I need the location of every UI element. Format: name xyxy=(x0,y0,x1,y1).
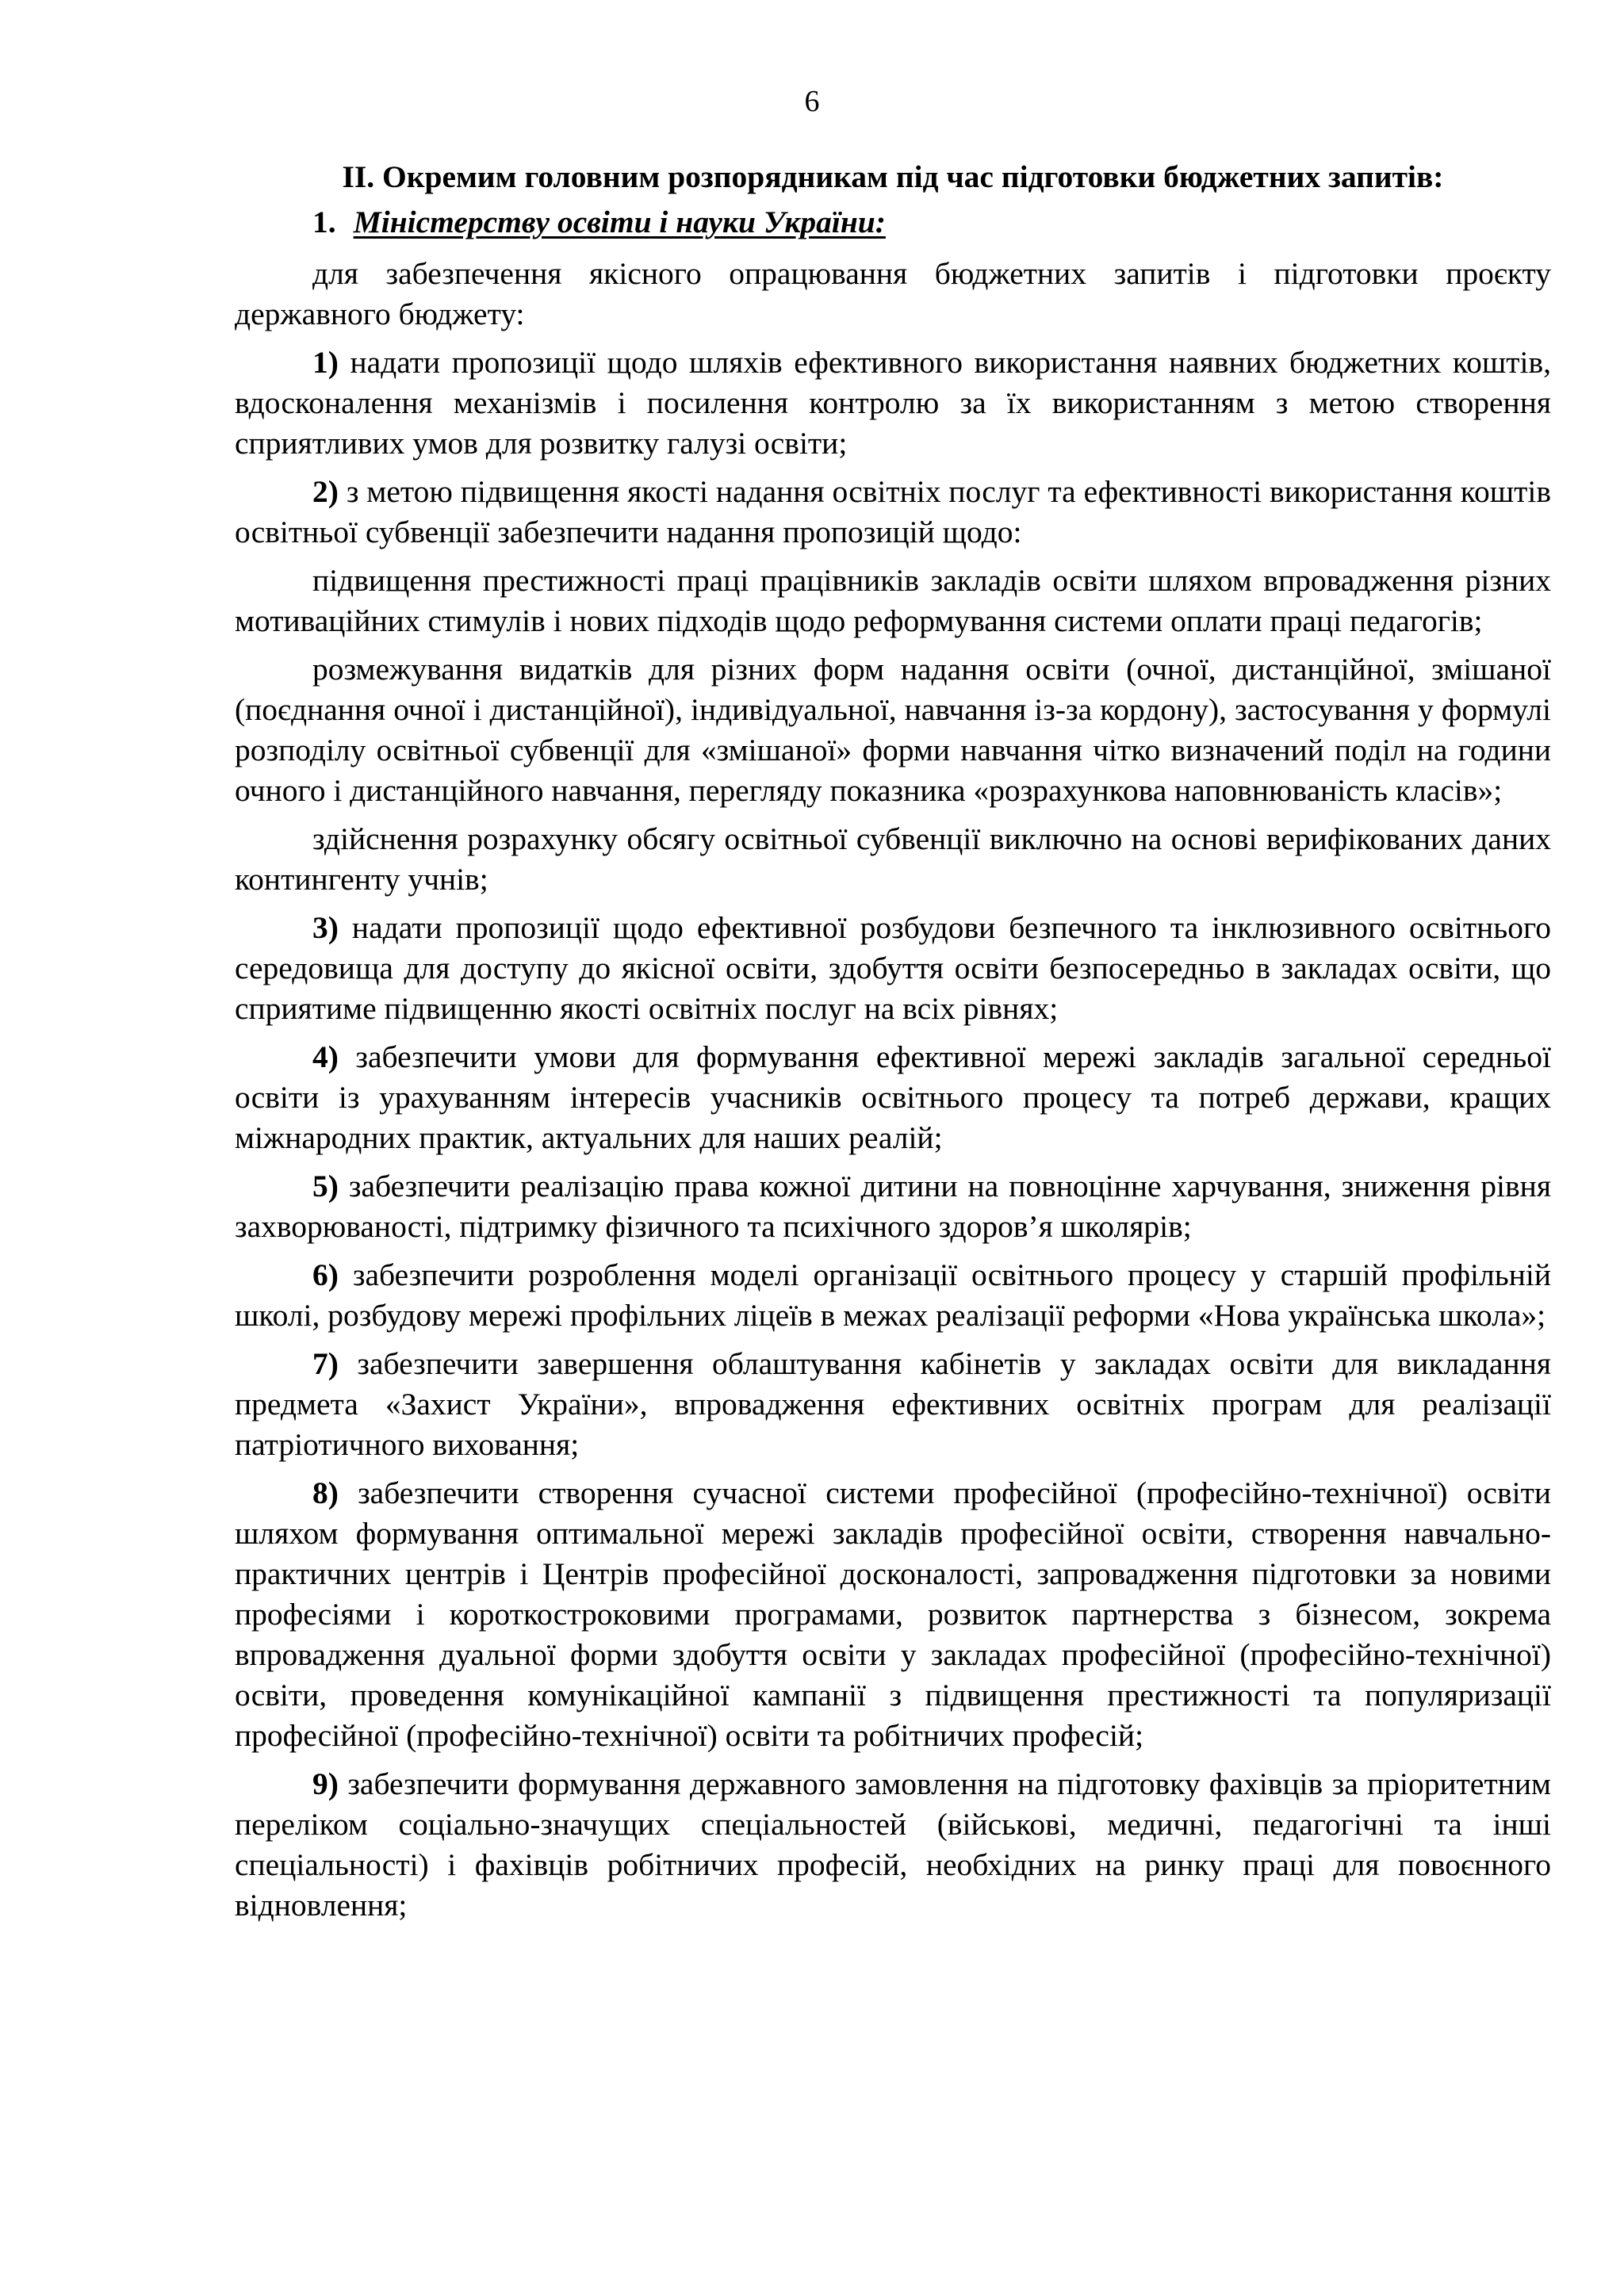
item-number: 7) xyxy=(312,1346,339,1381)
subheading-number: 1. xyxy=(312,205,336,239)
list-item xyxy=(235,1764,1551,1926)
list-item xyxy=(235,1344,1551,1465)
item-text: забезпечити умови для формування ефективної мережі закладів загальної середньої освіти із урахуванням інтересів учасників освітнього процесу та потреб держави, кращих міжнародних практик, актуальних для наших реалій; xyxy=(235,1039,1551,1155)
section-heading: ІІ. Окремим головним розпорядникам під час підготовки бюджетних запитів: xyxy=(342,159,1444,194)
item-text: здійснення розрахунку обсягу освітньої субвенції виключно на основі верифікованих даних контингенту учнів; xyxy=(235,821,1551,897)
intro-paragraph: для забезпечення якісного опрацювання бюджетних запитів і підготовки проєкту державного бюджету: xyxy=(235,256,1551,331)
list-item xyxy=(235,1166,1551,1247)
list-item xyxy=(235,472,1551,553)
item-text: забезпечити реалізацію права кожної дитини на повноцінне харчування, зниження рівня захворюваності, підтримку фізичного та психічного здоров’я школярів; xyxy=(235,1169,1551,1244)
item-text: надати пропозиції щодо ефективної розбудови безпечного та інклюзивного освітнього середовища для доступу до якісної освіти, здобуття освіти безпосередньо в закладах освіти, що сприятиме підвищенню якості освітніх послуг на всіх рівнях; xyxy=(235,910,1551,1026)
page-number: 6 xyxy=(804,85,820,118)
item-number: 1) xyxy=(312,345,339,380)
item-text: підвищення престижності праці працівників закладів освіти шляхом впровадження різних мотиваційних стимулів і нових підходів щодо реформування системи оплати праці педагогів; xyxy=(235,563,1551,638)
list-item xyxy=(235,1473,1551,1756)
ministry-subheading xyxy=(235,202,1551,243)
item-number: 4) xyxy=(312,1039,339,1074)
list-item xyxy=(235,649,1551,811)
item-number: 8) xyxy=(312,1475,339,1510)
ministry-name: Міністерству освіти і науки України: xyxy=(353,205,886,239)
item-number: 2) xyxy=(312,474,339,509)
document-body xyxy=(235,157,1551,1934)
list-item xyxy=(235,819,1551,900)
list-item xyxy=(235,561,1551,641)
list-item xyxy=(235,342,1551,464)
item-text: забезпечити створення сучасної системи професійної (професійно-технічної) освіти шляхом формування оптимальної мережі закладів професійної освіти, створення навчально-практичних центрів і Центрів професійної досконалості, запровадження підготовки за новими професіями і короткостроковими програмами, розвиток партнерства з бізнесом, зокрема впровадження дуальної форми здобуття освіти у закладах професійної (професійно-технічної) освіти, проведення комунікаційної кампанії з підвищення престижності та популяризації професійної (професійно-технічної) освіти та робітничих професій; xyxy=(235,1475,1551,1753)
item-number: 6) xyxy=(312,1257,339,1292)
list-item xyxy=(235,908,1551,1029)
item-text: забезпечити формування державного замовлення на підготовку фахівців за пріоритетним переліком соціально-значущих спеціальностей (військові, медичні, педагогічні та інші спеціальності) і фахівців робітничих професій, необхідних на ринку праці для повоєнного відновлення; xyxy=(235,1766,1551,1923)
item-number: 5) xyxy=(312,1169,339,1203)
item-text: забезпечити розроблення моделі організації освітнього процесу у старшій профільній школі, розбудову мережі профільних ліцеїв в межах реалізації реформи «Нова українська школа»; xyxy=(235,1257,1551,1333)
item-number: 3) xyxy=(312,910,339,945)
item-text: розмежування видатків для різних форм надання освіти (очної, дистанційної, змішаної (поєднання очної і дистанційної), індивідуальної, навчання із-за кордону), застосування у формулі розподілу освітньої субвенції для «змішаної» форми навчання чітко визначений поділ на години очного і дистанційного навчання, перегляду показника «розрахункова наповнюваність класів»; xyxy=(235,652,1551,808)
item-text: надати пропозиції щодо шляхів ефективного використання наявних бюджетних коштів, вдосконалення механізмів і посилення контролю за їх використанням з метою створення сприятливих умов для розвитку галузі освіти; xyxy=(235,345,1551,461)
item-text: з метою підвищення якості надання освітніх послуг та ефективності використання коштів освітньої субвенції забезпечити надання пропозицій щодо: xyxy=(235,474,1551,549)
item-text: забезпечити завершення облаштування кабінетів у закладах освіти для викладання предмета «Захист України», впровадження ефективних освітніх програм для реалізації патріотичного виховання; xyxy=(235,1346,1551,1462)
item-number: 9) xyxy=(312,1766,339,1801)
list-item xyxy=(235,1255,1551,1336)
list-item xyxy=(235,1037,1551,1158)
